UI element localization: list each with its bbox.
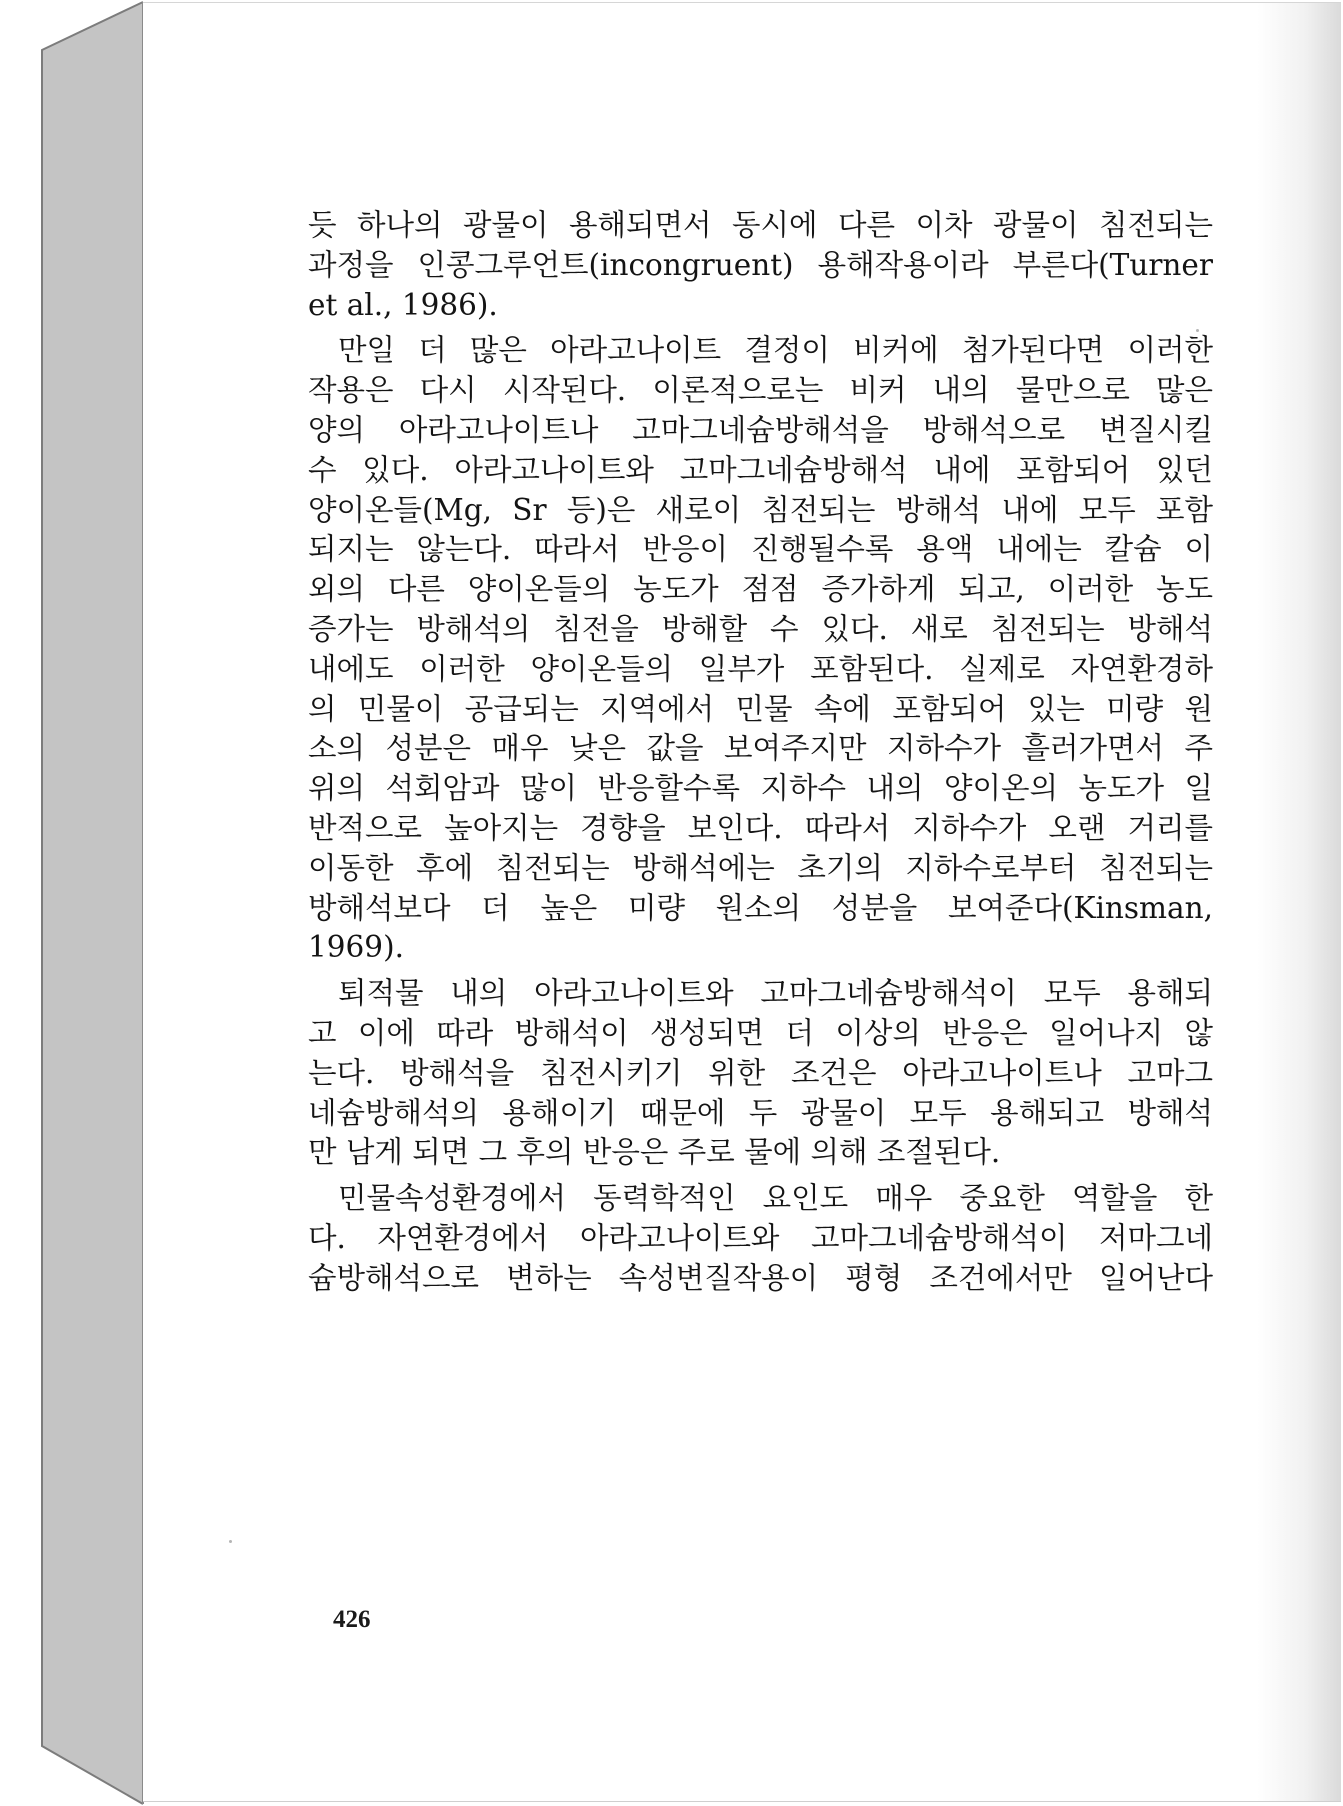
paragraph bbox=[308, 974, 1213, 1173]
text-line: 수 있다. 아라고나이트와 고마그네슘방해석 내에 포함되어 있던 bbox=[308, 452, 1213, 487]
text-line: 만일 더 많은 아라고나이트 결정이 비커에 첨가된다면 이러한 bbox=[338, 333, 1213, 368]
text-line: 방해석보다 더 높은 미량 원소의 성분을 보여준다(Kinsman, bbox=[308, 890, 1213, 925]
paragraph bbox=[308, 206, 1213, 325]
text-line: 과정을 인콩그루언트(incongruent) 용해작용이라 부른다(Turner bbox=[308, 247, 1213, 282]
text-line: 의 민물이 공급되는 지역에서 민물 속에 포함되어 있는 미량 원 bbox=[308, 691, 1213, 726]
text-line: 내에도 이러한 양이온들의 일부가 포함된다. 실제로 자연환경하 bbox=[308, 651, 1213, 686]
text-line: 증가는 방해석의 침전을 방해할 수 있다. 새로 침전되는 방해석 bbox=[308, 611, 1213, 646]
scan-speck bbox=[1196, 329, 1199, 332]
text-line: 되지는 않는다. 따라서 반응이 진행될수록 용액 내에는 칼슘 이 bbox=[308, 532, 1213, 567]
page-number: 426 bbox=[333, 1606, 371, 1633]
book-spine-face bbox=[42, 2, 143, 1804]
book-page bbox=[143, 2, 1341, 1802]
text-line: 듯 하나의 광물이 용해되면서 동시에 다른 이차 광물이 침전되는 bbox=[308, 208, 1213, 242]
text-line: 소의 성분은 매우 낮은 값을 보여주지만 지하수가 흘러가면서 주 bbox=[308, 731, 1213, 766]
text-line: 반적으로 높아지는 경향을 보인다. 따라서 지하수가 오랜 거리를 bbox=[308, 810, 1213, 845]
text-line: 슘방해석으로 변하는 속성변질작용이 평형 조건에서만 일어난다 bbox=[308, 1260, 1213, 1295]
scan-speck bbox=[229, 1540, 232, 1543]
text-line: 다. 자연환경에서 아라고나이트와 고마그네슘방해석이 저마그네 bbox=[308, 1220, 1213, 1255]
text-line: 고 이에 따라 방해석이 생성되면 더 이상의 반응은 일어나지 않 bbox=[308, 1015, 1213, 1050]
text-line: 1969). bbox=[308, 930, 404, 965]
text-line: et al., 1986). bbox=[308, 287, 498, 322]
text-line: 민물속성환경에서 동력학적인 요인도 매우 중요한 역할을 한 bbox=[338, 1181, 1213, 1216]
text-line: 이동한 후에 침전되는 방해석에는 초기의 지하수로부터 침전되는 bbox=[308, 850, 1213, 885]
text-line: 네슘방해석의 용해이기 때문에 두 광물이 모두 용해되고 방해석 bbox=[308, 1095, 1213, 1130]
text-line: 양이온들(Mg, Sr 등)은 새로이 침전되는 방해석 내에 모두 포함 bbox=[308, 492, 1213, 527]
text-line: 양의 아라고나이트나 고마그네슘방해석을 방해석으로 변질시킬 bbox=[308, 412, 1213, 447]
text-line: 위의 석회암과 많이 반응할수록 지하수 내의 양이온의 농도가 일 bbox=[308, 771, 1213, 806]
text-line: 작용은 다시 시작된다. 이론적으로는 비커 내의 물만으로 많은 bbox=[308, 373, 1213, 408]
body-text bbox=[308, 206, 1213, 1299]
text-line: 외의 다른 양이온들의 농도가 점점 증가하게 되고, 이러한 농도 bbox=[308, 572, 1213, 607]
paragraph bbox=[308, 1179, 1213, 1298]
text-line: 만 남게 되면 그 후의 반응은 주로 물에 의해 조절된다. bbox=[308, 1135, 1001, 1170]
book-spine-graphic bbox=[0, 0, 150, 1806]
text-line: 퇴적물 내의 아라고나이트와 고마그네슘방해석이 모두 용해되 bbox=[338, 976, 1213, 1011]
paragraph bbox=[308, 331, 1213, 968]
text-line: 는다. 방해석을 침전시키기 위한 조건은 아라고나이트나 고마그 bbox=[308, 1055, 1213, 1090]
